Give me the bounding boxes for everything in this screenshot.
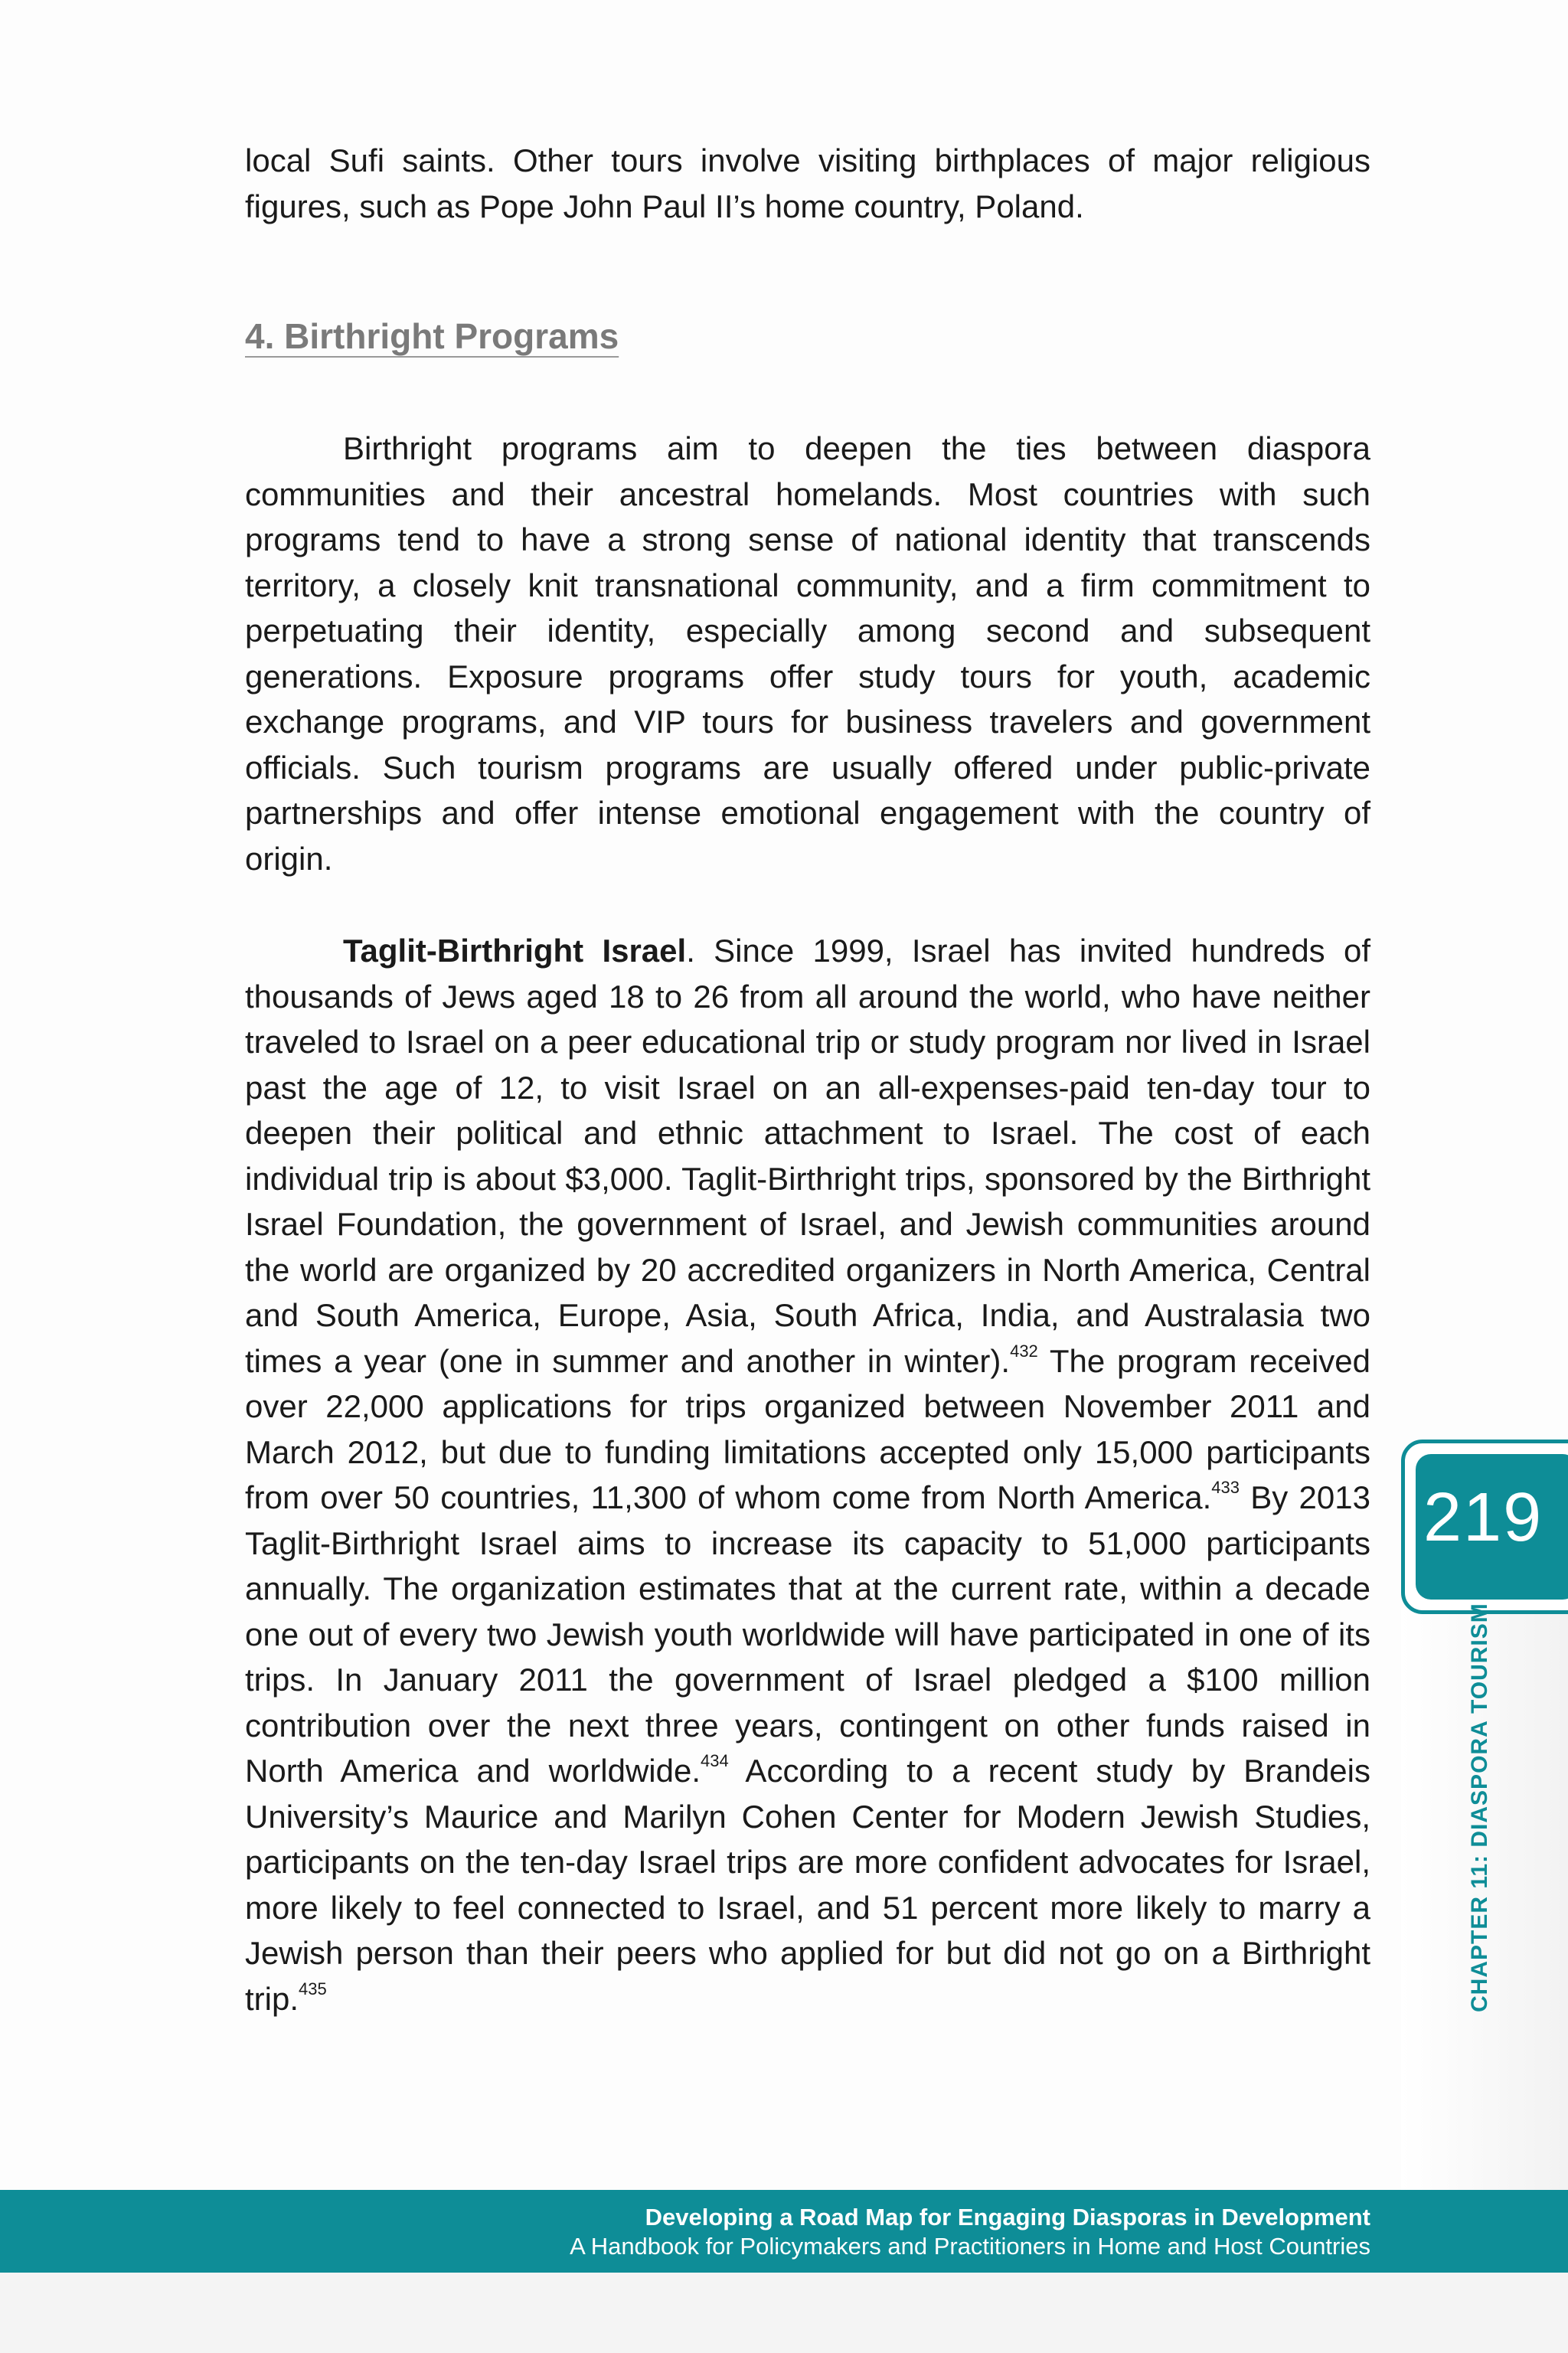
taglit-text-part-4: According to a recent study by Brandeis University’s Maurice and Marilyn Cohen Center for Modern Jewish Studies, participants on the ten-day Israel trips are more confident advocates for Israel, more likely to feel connected to Israel, and 51 percent more likely to marry a Jewish person than their peers who applied for but did not go on a Birthright trip. xyxy=(245,1753,1370,2017)
taglit-text-part-2: The program received over 22,000 applications for trips organized between November 2011 and March 2012, but due to funding limitations accepted only 15,000 participants from over 50 countries, 11,300 of whom come from North America. xyxy=(245,1342,1370,1515)
page-number: 219 xyxy=(1423,1479,1544,1556)
taglit-paragraph xyxy=(245,928,1370,2021)
footer-book-title: Developing a Road Map for Engaging Diasporas in Development xyxy=(645,2204,1370,2230)
chapter-label-text: CHAPTER 11: DIASPORA TOURISM xyxy=(1467,1603,1492,2012)
birthright-intro-paragraph: Birthright programs aim to deepen the ties between diaspora communities and their ancestral homelands. Most countries with such programs tend to have a strong sense of national identity that transcends territory, a closely knit transnational community, and a firm commitment to perpetuating their identity, especially among second and subsequent generations. Exposure programs offer study tours for youth, academic exchange programs, and VIP tours for business travelers and government officials. Such tourism programs are usually offered under public-private partnerships and offer intense emotional engagement with the country of origin. xyxy=(245,430,1370,877)
taglit-text-part-1: . Since 1999, Israel has invited hundreds of thousands of Jews aged 18 to 26 from all around the world, who have neither traveled to Israel on a peer educational trip or study program nor lived in Israel past the age of 12, to visit Israel on an all-expenses-paid ten-day tour to deepen their political and ethnic attachment to Israel. The cost of each individual trip is about $3,000. Taglit-Birthright trips, sponsored by the Birthright Israel Foundation, the government of Israel, and Jewish communities around the world are organized by 20 accredited organizers in North America, Central and South America, Europe, Asia, South Africa, India, and Australasia two times a year (one in summer and another in winter). xyxy=(245,933,1370,1379)
footnote-ref-433: 433 xyxy=(1211,1478,1240,1497)
taglit-text-part-3: By 2013 Taglit-Birthright Israel aims to increase its capacity to 51,000 participants annually. The organization estimates that at the current rate, within a decade one out of every two Jewish youth worldwide will have participated in one of its trips. In January 2011 the government of Israel pledged a $100 million contribution over the next three years, contingent on other funds raised in North America and worldwide. xyxy=(245,1479,1370,1789)
footnote-ref-435: 435 xyxy=(299,1979,327,1998)
section-heading: 4. Birthright Programs xyxy=(245,316,619,356)
footnote-ref-432: 432 xyxy=(1010,1341,1038,1361)
bottom-margin xyxy=(0,2273,1568,2353)
footer-book-subtitle: A Handbook for Policymakers and Practitioners in Home and Host Countries xyxy=(570,2233,1370,2260)
taglit-lead-term: Taglit-Birthright Israel xyxy=(343,933,687,969)
intro-paragraph: local Sufi saints. Other tours involve visiting birthplaces of major religious figures, such as Pope John Paul II’s home country, Poland. xyxy=(245,142,1370,224)
page-number-tab xyxy=(1401,1440,1568,1614)
footnote-ref-434: 434 xyxy=(701,1751,729,1770)
footer-band xyxy=(0,2190,1568,2273)
